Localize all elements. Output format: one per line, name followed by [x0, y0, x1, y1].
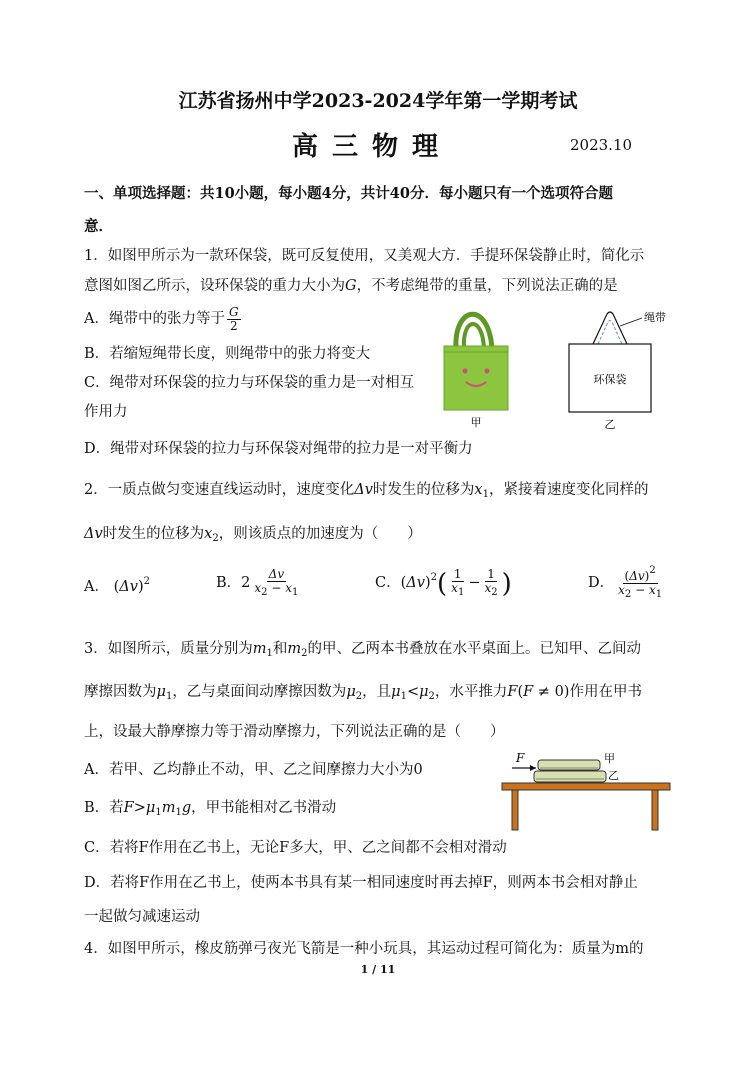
q2-option-d: D． $\frac{(\Delta v)^2}{x_2 - x_1}$ [588, 565, 663, 600]
books-table-figure [498, 746, 678, 832]
page-number: 1 / 11 [360, 963, 396, 976]
force-label: F [516, 751, 525, 765]
fig-label-jia: 甲 [470, 416, 482, 429]
q2-option-a: A． $(\Delta v)^2$ [84, 576, 150, 595]
exam-title: 江苏省扬州中学2023-2024学年第一学期考试 [178, 90, 578, 112]
q3-option-a: A．若甲、乙均静止不动，甲、乙之间摩擦力大小为0 [84, 762, 423, 778]
section-heading: 一、单项选择题：共10小题，每小题4分，共计40分．每小题只有一个选项符合题 [84, 185, 613, 202]
q1-option-c-line2: 作用力 [84, 404, 128, 420]
bag-schematic-figure [560, 302, 680, 432]
subject-title: 高三物理 [292, 132, 453, 162]
q3-stem-line3: 上，设最大静摩擦力等于滑动摩擦力，下列说法正确的是（ ） [84, 724, 505, 740]
q2-option-c: C．$(\Delta v)^2$( $\frac{1}{x_1}$ − $\frac{1}{x_2}$ ) [375, 567, 512, 600]
q1-option-d: D．绳带对环保袋的拉力与环保袋对绳带的拉力是一对平衡力 [84, 441, 473, 457]
q3-option-d-line1: D．若将F作用在乙书上，使两本书具有某一相同速度时再去掉F，则两本书会相对静止 [84, 875, 638, 891]
q1-option-c-line1: C．绳带对环保袋的拉力与环保袋的重力是一对相互 [84, 375, 415, 391]
q3-option-b: B．若$F>\mu_1m_1g$，甲书能相对乙书滑动 [84, 800, 337, 818]
book-top-label: 甲 [604, 752, 615, 765]
fig-label-yi: 乙 [604, 418, 616, 431]
q2-option-b: B．2 $\frac{\Delta v}{x_2 - x_1}$ [216, 567, 299, 598]
q4-stem-line1: 4．如图甲所示，橡皮筋弹弓夜光飞箭是一种小玩具，其运动过程可简化为：质量为m的 [84, 941, 644, 957]
fig-label-bag: 环保袋 [593, 373, 627, 386]
q3-stem-line1: 3．如图所示，质量分别为$m_1$和$m_2$的甲、乙两本书叠放在水平桌面上。已知甲、乙间动 [84, 641, 641, 659]
q2-stem-line2: Δv时发生的位移为$x_2$，则该质点的加速度为（ ） [84, 526, 422, 544]
q3-stem-line2: 摩擦因数为$\mu_1$，乙与桌面间动摩擦因数为$\mu_2$，且$\mu_1<\mu_2$，水平推力F(F ≠ 0)作用在甲书 [84, 684, 642, 702]
fig-label-rope: 绳带 [644, 311, 666, 324]
green-bag-figure [436, 302, 516, 432]
q2-stem-line1: 2．一质点做匀变速直线运动时，速度变化Δv时发生的位移为$x_1$，紧接着速度变化同样的 [84, 482, 649, 500]
q1-option-b: B．若缩短绳带长度，则绳带中的张力将变大 [84, 346, 371, 362]
q3-option-d-line2: 一起做匀减速运动 [84, 909, 200, 925]
q1-option-a: A．绳带中的张力等于 $\frac{G}{2}$ [84, 305, 239, 333]
q3-option-c: C．若将F作用在乙书上，无论F多大，甲、乙之间都不会相对滑动 [84, 840, 507, 856]
section-heading-cont: 意． [84, 218, 113, 235]
exam-date: 2023.10 [570, 136, 633, 154]
q1-stem-line2: 意图如图乙所示，设环保袋的重力大小为G，不考虑绳带的重量，下列说法正确的是 [84, 278, 618, 294]
book-bottom-label: 乙 [608, 769, 619, 782]
q1-stem-line1: 1．如图甲所示为一款环保袋，既可反复使用，又美观大方．手提环保袋静止时，简化示 [84, 248, 645, 264]
